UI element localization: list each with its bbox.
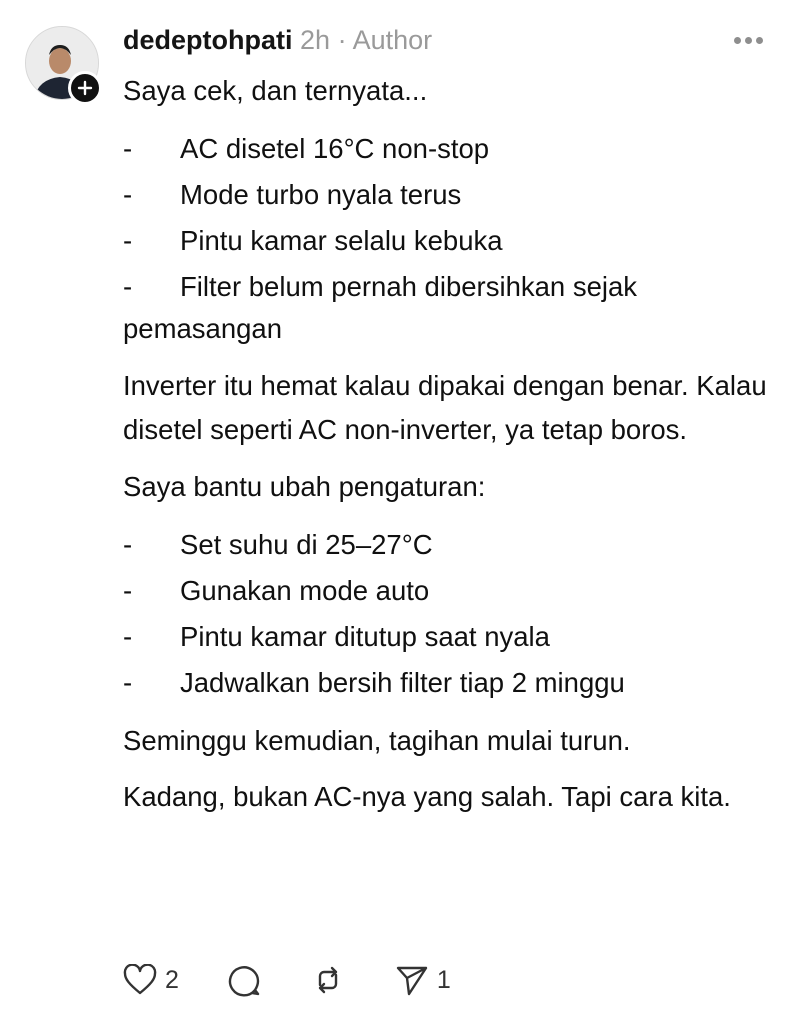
intro-text: Saya cek, dan ternyata... (123, 75, 428, 106)
repost-button[interactable] (311, 963, 345, 997)
plus-icon (77, 80, 93, 96)
author-badge: Author (352, 25, 433, 55)
like-button[interactable] (123, 964, 179, 996)
more-options-button[interactable] (734, 34, 764, 46)
paragraph: Saya bantu ubah pengaturan: (123, 471, 486, 502)
list-item: - Set suhu di 25–27°C (123, 529, 433, 560)
heart-icon (123, 964, 157, 996)
list-item: - Mode turbo nyala terus (123, 179, 462, 210)
follow-button[interactable] (68, 71, 102, 105)
paragraph: Seminggu kemudian, tagihan mulai turun. (123, 725, 631, 756)
comment-icon (227, 963, 261, 997)
list-item: - Pintu kamar ditutup saat nyala (123, 621, 550, 652)
like-count: 2 (165, 965, 179, 994)
timestamp: 2h (300, 25, 331, 55)
share-button[interactable] (395, 963, 451, 997)
paragraph: Inverter itu hemat kalau dipakai dengan benar. Kalau disetel seperti AC non-inverter, ya tetap boros. (123, 370, 767, 445)
comment-button[interactable] (227, 963, 261, 997)
paragraph: Kadang, bukan AC-nya yang salah. Tapi cara kita. (123, 781, 731, 812)
dot-icon (734, 37, 741, 44)
send-icon (395, 963, 429, 997)
list-item: - Gunakan mode auto (123, 575, 430, 606)
username[interactable]: dedeptohpati (123, 25, 293, 55)
list-item: - Filter belum pernah dibersihkan sejak (123, 271, 638, 302)
list-item-wrap: pemasangan (123, 313, 283, 344)
post-body (123, 68, 783, 818)
dot-icon (745, 37, 752, 44)
repost-icon (311, 963, 345, 997)
share-count: 1 (436, 965, 451, 994)
list-item: - AC disetel 16°C non-stop (123, 133, 490, 164)
meta-separator: · (330, 25, 353, 55)
dot-icon (756, 37, 763, 44)
list-item: - Pintu kamar selalu kebuka (123, 225, 503, 256)
action-bar (123, 960, 451, 1000)
list-item: - Jadwalkan bersih filter tiap 2 minggu (123, 667, 625, 698)
post-header (123, 22, 432, 58)
